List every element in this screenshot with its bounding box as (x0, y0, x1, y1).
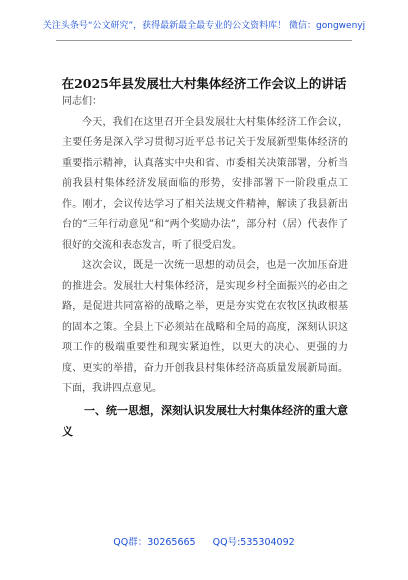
header-divider (56, 40, 352, 41)
document-title: 在2025年县发展壮大村集体经济工作会议上的讲话 (61, 76, 347, 91)
paragraph-1: 今天，我们在这里召开全县发展壮大村集体经济工作会议，主要任务是深入学习贯彻习近平总书记关于发展新型集体经济的重要指示精神，认真落实中央和省、市委相关决策部署，分析当前我县村集体经济发展面临的形势，安排部署下一阶段重点工作。刚才，会议传达学习了相关法规文件精神，解读了我县新出台的“三年行动意见”和“两个奖励办法”，部分村（居）代表作了很好的交流和表态发言，听了很受启发。 (62, 116, 348, 251)
paragraph-2: 这次会议，既是一次统一思想的动员会，也是一次加压奋进的推进会。发展壮大村集体经济，是实现乡村全面振兴的必由之路，是促进共同富裕的战略之举，更是夯实党在农牧区执政根基的固本之策。全县上下必须站在战略和全局的高度，深刻认识这项工作的极端重要性和现实紧迫性，以更大的决心、更强的力度、更实的举措，奋力开创我县村集体经济高质量发展新局面。下面，我讲四点意见。 (62, 260, 348, 394)
footer-contact-note: QQ群：30265665 QQ号:535304092 (113, 537, 295, 548)
document-body (62, 92, 348, 442)
salutation: 同志们： (62, 96, 102, 107)
section-heading-1: 一、统一思想，深刻认识发展壮大村集体经济的重大意义 (62, 403, 348, 438)
header-promo-note: 关注头条号“公文研究”，获得最新最全最专业的公文资料库！ 微信：gongwenyj (42, 21, 366, 31)
